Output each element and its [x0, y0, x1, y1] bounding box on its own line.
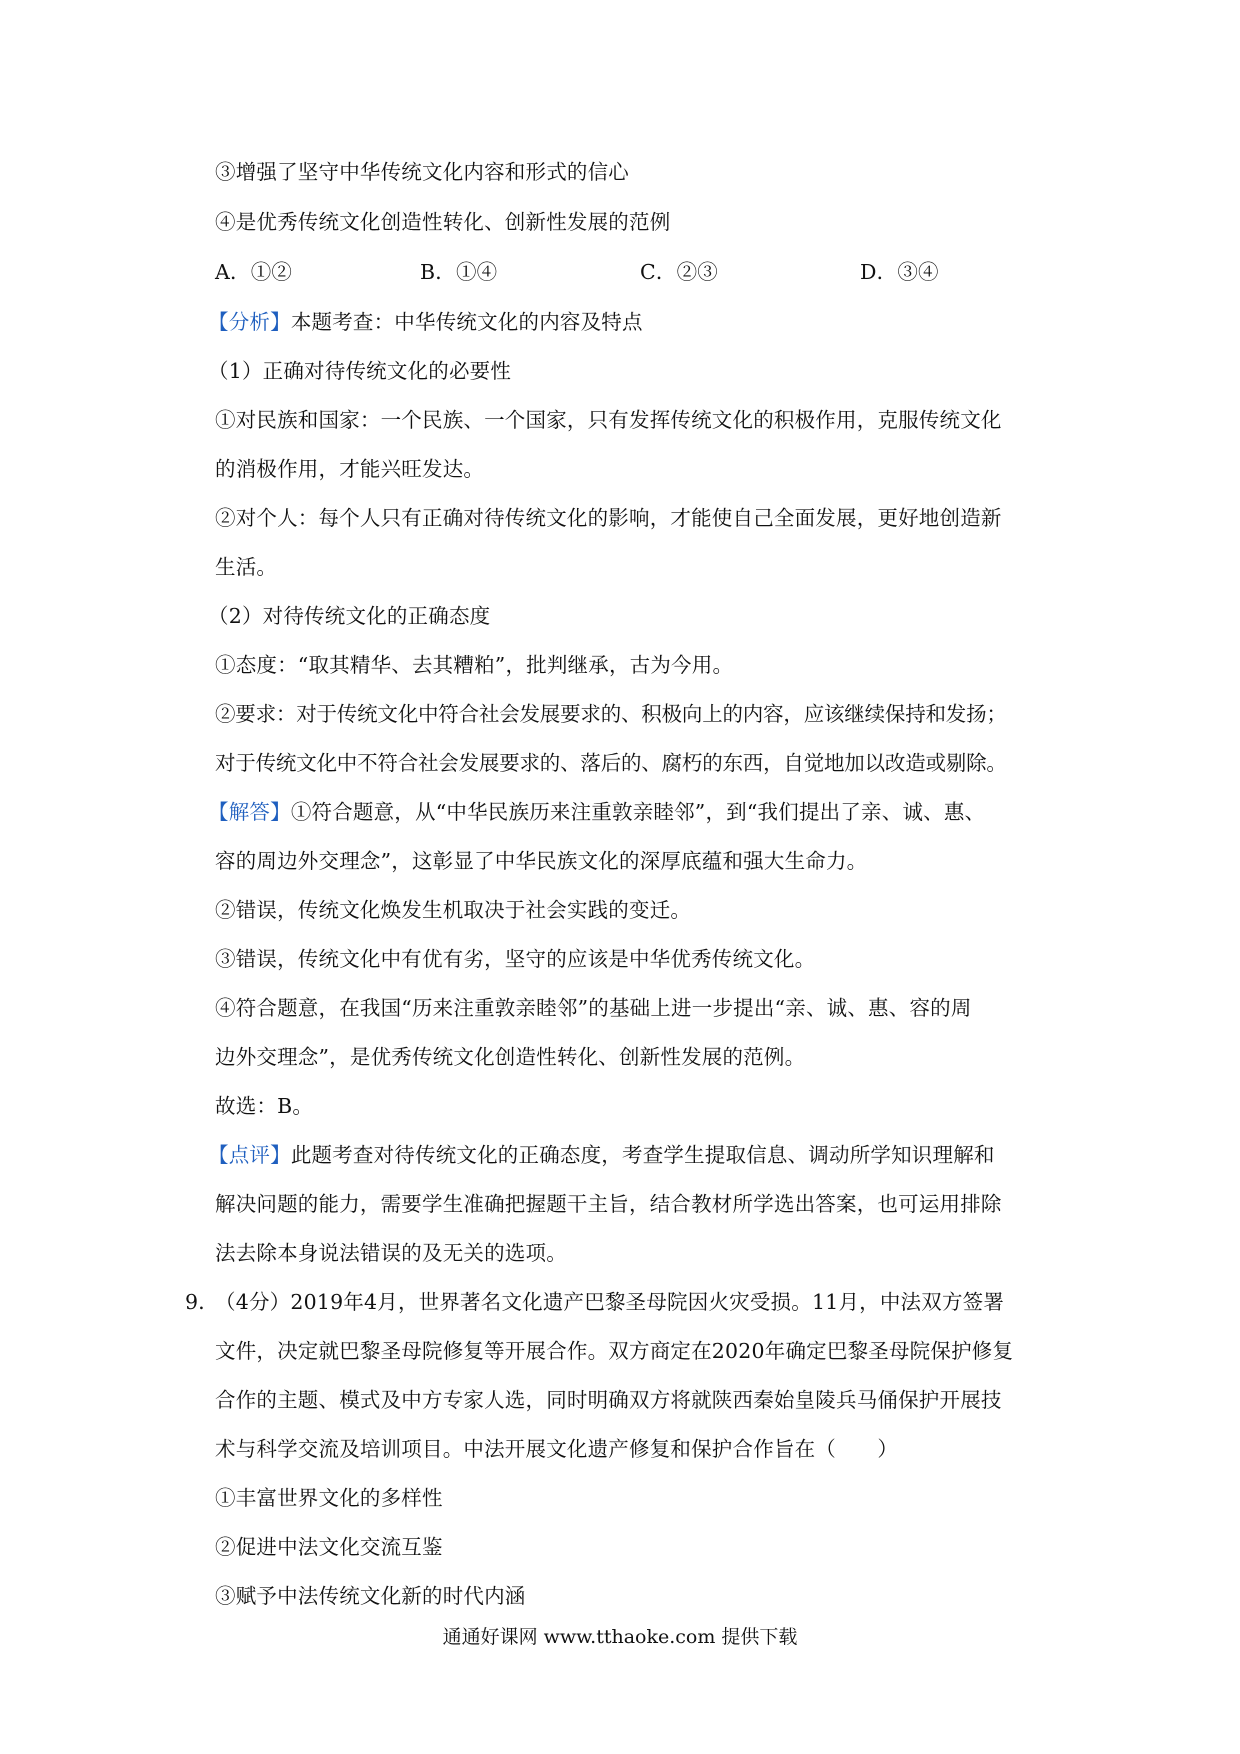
- question-line2: 文件，决定就巴黎圣母院修复等开展合作。双方商定在2020年确定巴黎圣母院保护修复: [215, 1339, 1014, 1363]
- answer-text: ①符合题意，从“中华民族历来注重敦亲睦邻”，到“我们提出了亲、诚、惠、: [290, 800, 986, 824]
- question-line4: 术与科学交流及培训项目。中法开展文化遗产修复和保护合作旨在（ ）: [215, 1437, 899, 1461]
- choice-a: A．①②: [215, 260, 293, 284]
- question-option-3: ③赋予中法传统文化新的时代内涵: [215, 1584, 526, 1608]
- analysis-s1-p2-line1: ②对个人：每个人只有正确对待传统文化的影响，才能使自己全面发展，更好地创造新: [215, 506, 1002, 530]
- choice-d: D．③④: [860, 260, 939, 284]
- question-option-2: ②促进中法文化交流互鉴: [215, 1535, 443, 1559]
- question-line1: （4分）2019年4月，世界著名文化遗产巴黎圣母院因火灾受损。11月，中法双方签署: [215, 1290, 1005, 1314]
- analysis-tag: 【分析】: [208, 310, 291, 334]
- analysis-s2-p1: ①态度：“取其精华、去其糟粕”，批判继承，古为今用。: [215, 653, 734, 677]
- answer-choices: [215, 257, 1060, 287]
- comment-text: 此题考查对待传统文化的正确态度，考查学生提取信息、调动所学知识理解和: [290, 1143, 995, 1167]
- answer-selected: 故选：B。: [215, 1094, 314, 1118]
- analysis-section1-title: （1）正确对待传统文化的必要性: [208, 359, 512, 383]
- analysis-s1-p2-line2: 生活。: [215, 555, 278, 579]
- answer-line1: [208, 797, 1053, 827]
- option-3: ③增强了坚守中华传统文化内容和形式的信心: [215, 160, 629, 184]
- answer-line3: ②错误，传统文化焕发生机取决于社会实践的变迁。: [215, 898, 692, 922]
- option-4: ④是优秀传统文化创造性转化、创新性发展的范例: [215, 210, 671, 234]
- question-option-1: ①丰富世界文化的多样性: [215, 1486, 443, 1510]
- analysis-s2-p2-line2: 对于传统文化中不符合社会发展要求的、落后的、腐朽的东西，自觉地加以改造或剔除。: [215, 751, 1007, 775]
- analysis-text: 本题考查：中华传统文化的内容及特点: [290, 310, 643, 334]
- comment-line1: [208, 1140, 1053, 1170]
- analysis-s2-p2-line1: ②要求：对于传统文化中符合社会发展要求的、积极向上的内容，应该继续保持和发扬；: [215, 702, 1007, 726]
- analysis-section2-title: （2）对待传统文化的正确态度: [208, 604, 491, 628]
- answer-line4: ③错误，传统文化中有优有劣，坚守的应该是中华优秀传统文化。: [215, 947, 816, 971]
- page-footer: 通通好课网 www.tthaoke.com 提供下载: [442, 1626, 798, 1648]
- question-line3: 合作的主题、模式及中方专家人选，同时明确双方将就陕西秦始皇陵兵马俑保护开展技: [215, 1388, 1002, 1412]
- question-number: 9．: [185, 1290, 219, 1314]
- comment-line2: 解决问题的能力，需要学生准确把握题干主旨，结合教材所学选出答案，也可运用排除: [215, 1192, 1002, 1216]
- choice-b: B．①④: [420, 260, 498, 284]
- comment-tag: 【点评】: [208, 1143, 291, 1167]
- answer-line6: 边外交理念”，是优秀传统文化创造性转化、创新性发展的范例。: [215, 1045, 806, 1069]
- analysis-s1-p1-line2: 的消极作用，才能兴旺发达。: [215, 457, 485, 481]
- comment-line3: 法去除本身说法错误的及无关的选项。: [215, 1241, 567, 1265]
- answer-line5: ④符合题意，在我国“历来注重敦亲睦邻”的基础上进一步提出“亲、诚、惠、容的周: [215, 996, 972, 1020]
- answer-line2: 容的周边外交理念”，这彰显了中华民族文化的深厚底蕴和强大生命力。: [215, 849, 868, 873]
- analysis-heading: [208, 307, 1053, 337]
- analysis-s1-p1-line1: ①对民族和国家：一个民族、一个国家，只有发挥传统文化的积极作用，克服传统文化: [215, 408, 1002, 432]
- choice-c: C．②③: [640, 260, 718, 284]
- answer-tag: 【解答】: [208, 800, 291, 824]
